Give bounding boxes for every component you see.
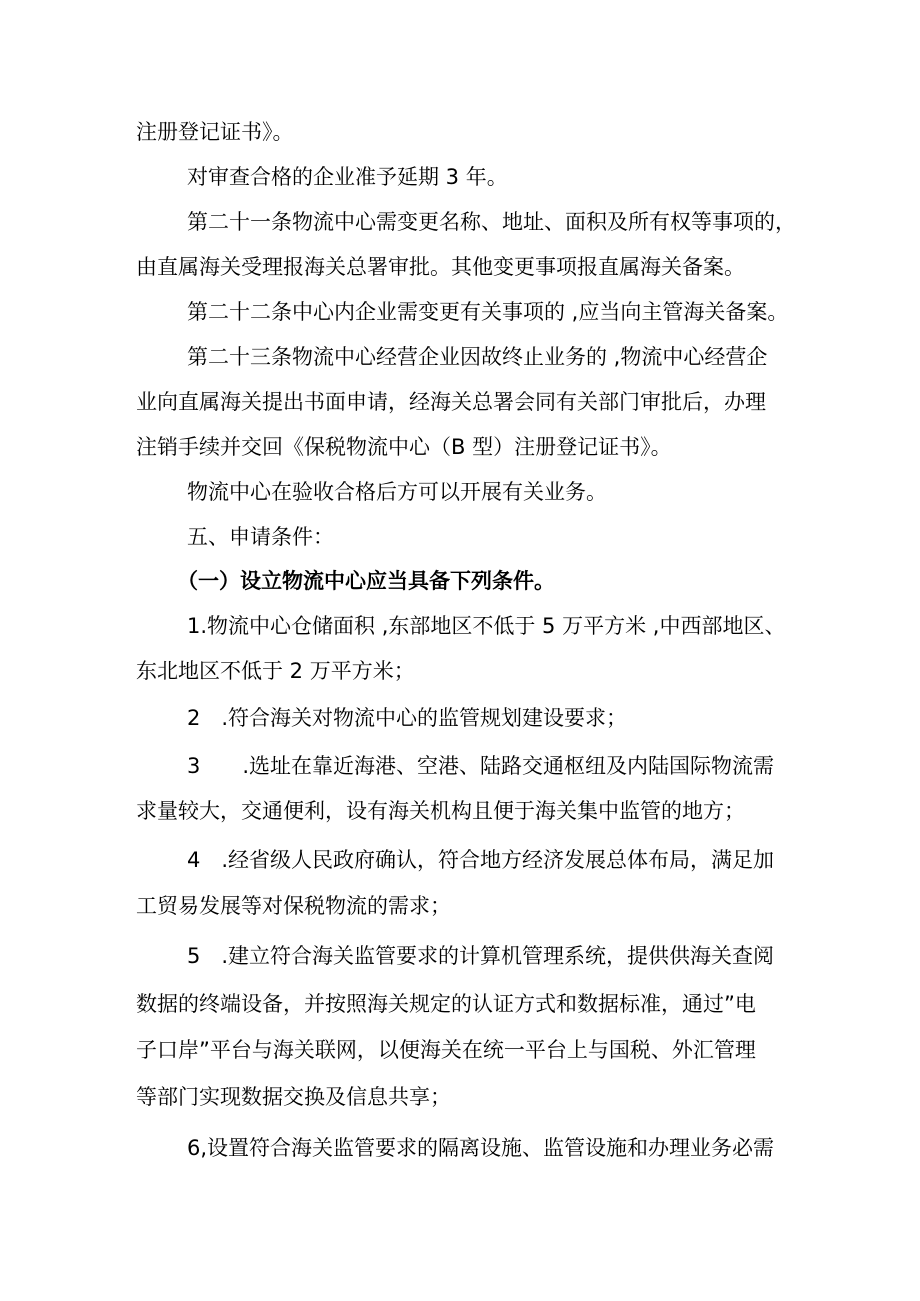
text-line: 第二十二条中心内企业需变更有关事项的 ,应当向主管海关备案。 — [187, 300, 789, 324]
text-line: 2 .符合海关对物流中心的监管规划建设要求； — [187, 706, 628, 730]
text-line: 第二十一条物流中心需变更名称、地址、面积及所有权等事项的， — [187, 210, 796, 234]
text-line: 4 .经省级人民政府确认，符合地方经济发展总体布局，满足加 — [187, 848, 775, 872]
text-line: 子口岸”平台与海关联网，以便海关在统一平台上与国税、外汇管理 — [136, 1038, 756, 1062]
text-line: 东北地区不低于 2 万平方米； — [136, 659, 415, 683]
text-line: 3 .选址在靠近海港、空港、陆路交通枢纽及内陆国际物流需 — [187, 754, 775, 778]
text-line: 等部门实现数据交换及信息共享； — [136, 1085, 451, 1109]
text-line: 6,设置符合海关监管要求的隔离设施、监管设施和办理业务必需 — [187, 1136, 775, 1160]
text-line: 5 .建立符合海关监管要求的计算机管理系统，提供供海关查阅 — [187, 944, 775, 968]
section-heading: 五、申请条件： — [187, 525, 334, 549]
text-line: 1.物流中心仓储面积 ,东部地区不低于 5 万平方米 ,中西部地区、 — [187, 614, 786, 638]
text-line: 注销手续并交回《保税物流中心（B 型）注册登记证书》。 — [136, 435, 672, 459]
text-line: 由直属海关受理报海关总署审批。其他变更事项报直属海关备案。 — [136, 255, 745, 279]
text-line: 第二十三条物流中心经营企业因故终止业务的 ,物流中心经营企 — [187, 345, 768, 369]
text-line: 业向直属海关提出书面申请，经海关总署会同有关部门审批后，办理 — [136, 390, 766, 414]
text-line: 数据的终端设备，并按照海关规定的认证方式和数据标准，通过”电 — [136, 992, 756, 1016]
text-line: 求量较大，交通便利，设有海关机构且便于海关集中监管的地方； — [136, 799, 745, 823]
text-line: 对审查合格的企业准予延期 3 年。 — [187, 165, 508, 189]
text-line: 注册登记证书》。 — [136, 120, 294, 144]
text-line: 工贸易发展等对保税物流的需求； — [136, 894, 451, 918]
text-line: 物流中心在验收合格后方可以开展有关业务。 — [187, 480, 607, 504]
subsection-heading: （一）设立物流中心应当具备下列条件。 — [177, 569, 555, 593]
